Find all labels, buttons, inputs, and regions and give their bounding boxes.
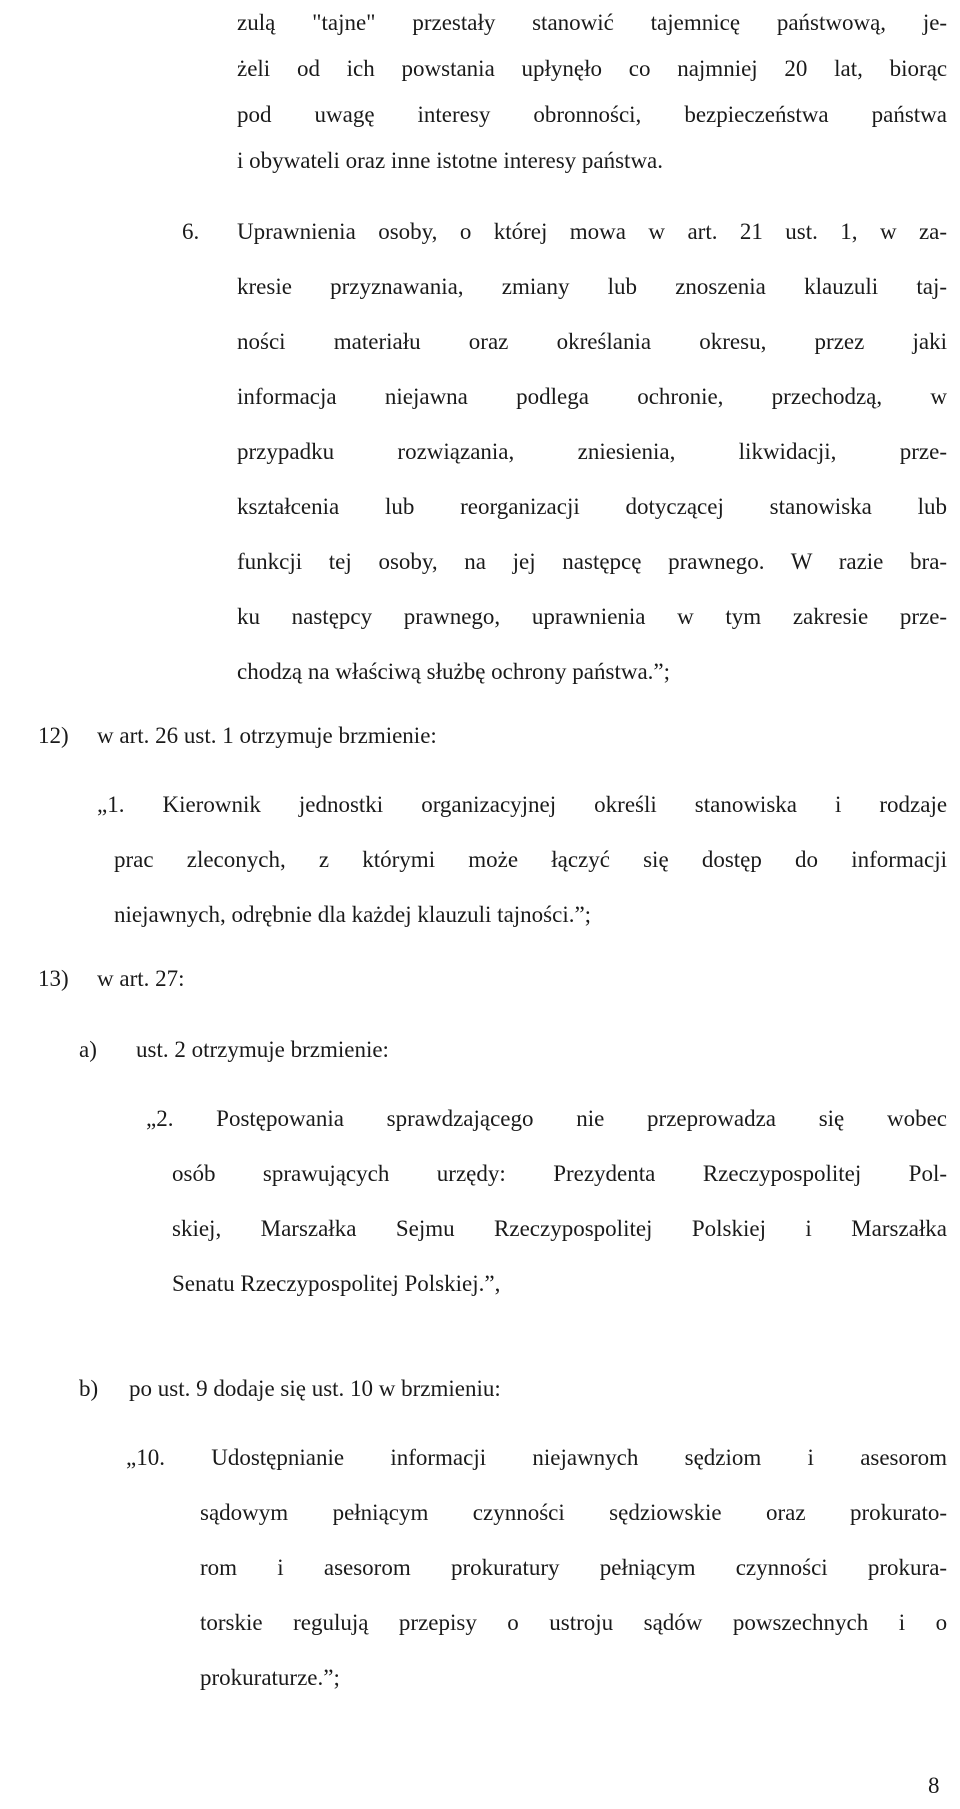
list-letter: b)	[79, 1376, 99, 1401]
text-line: prac zleconych, z którymi może łączyć się dostęp do informacji	[114, 847, 947, 872]
text-line: torskie regulują przepisy o ustroju sądów powszechnych i o	[200, 1610, 948, 1635]
list-number: 6.	[182, 219, 200, 244]
text-line: niejawnych, odrębnie dla każdej klauzuli tajności.”;	[114, 902, 592, 927]
list-letter: a)	[79, 1037, 97, 1062]
text-line: sądowym pełniącym czynności sędziowskie oraz prokurato-	[200, 1500, 948, 1525]
page-number: 8	[928, 1773, 940, 1798]
text-line: pod uwagę interesy obronności, bezpieczeństwa państwa	[237, 102, 947, 127]
text-line: kształcenia lub reorganizacji dotyczącej stanowiska lub	[237, 494, 948, 519]
text-line: Senatu Rzeczypospolitej Polskiej.”,	[172, 1271, 501, 1296]
list-number: 13)	[38, 966, 69, 991]
text-line: prokuraturze.”;	[200, 1665, 340, 1690]
list-number: 12)	[38, 723, 69, 748]
text-line: po ust. 9 dodaje się ust. 10 w brzmieniu:	[129, 1376, 501, 1401]
text-line: chodzą na właściwą służbę ochrony państwa.”;	[237, 659, 671, 684]
text-line: „1. Kierownik jednostki organizacyjnej określi stanowiska i rodzaje	[97, 792, 948, 817]
text-line: osób sprawujących urzędy: Prezydenta Rzeczypospolitej Pol-	[172, 1161, 947, 1186]
text-line: ust. 2 otrzymuje brzmienie:	[136, 1037, 389, 1062]
text-line: „10. Udostępnianie informacji niejawnych sędziom i asesorom	[126, 1445, 948, 1470]
text-line: w art. 27:	[97, 966, 185, 991]
text-line: „2. Postępowania sprawdzającego nie przeprowadza się wobec	[146, 1106, 948, 1131]
text-line: ku następcy prawnego, uprawnienia w tym zakresie prze-	[237, 604, 948, 629]
text-line: i obywateli oraz inne istotne interesy państwa.	[237, 148, 664, 173]
text-line: Uprawnienia osoby, o której mowa w art. 21 ust. 1, w za-	[237, 219, 948, 244]
text-line: w art. 26 ust. 1 otrzymuje brzmienie:	[97, 723, 437, 748]
text-line: przypadku rozwiązania, zniesienia, likwidacji, prze-	[237, 439, 947, 464]
text-line: zulą "tajne" przestały stanowić tajemnicę państwową, je-	[237, 10, 948, 35]
text-line: rom i asesorom prokuratury pełniącym czynności prokura-	[200, 1555, 948, 1580]
text-line: żeli od ich powstania upłynęło co najmniej 20 lat, biorąc	[237, 56, 948, 81]
text-line: kresie przyznawania, zmiany lub znoszenia klauzuli taj-	[237, 274, 948, 299]
text-line: ności materiału oraz określania okresu, przez jaki	[237, 329, 948, 354]
text-line: funkcji tej osoby, na jej następcę prawnego. W razie bra-	[237, 549, 948, 574]
text-line: skiej, Marszałka Sejmu Rzeczypospolitej Polskiej i Marszałka	[172, 1216, 948, 1241]
text-line: informacja niejawna podlega ochronie, przechodzą, w	[237, 384, 947, 409]
